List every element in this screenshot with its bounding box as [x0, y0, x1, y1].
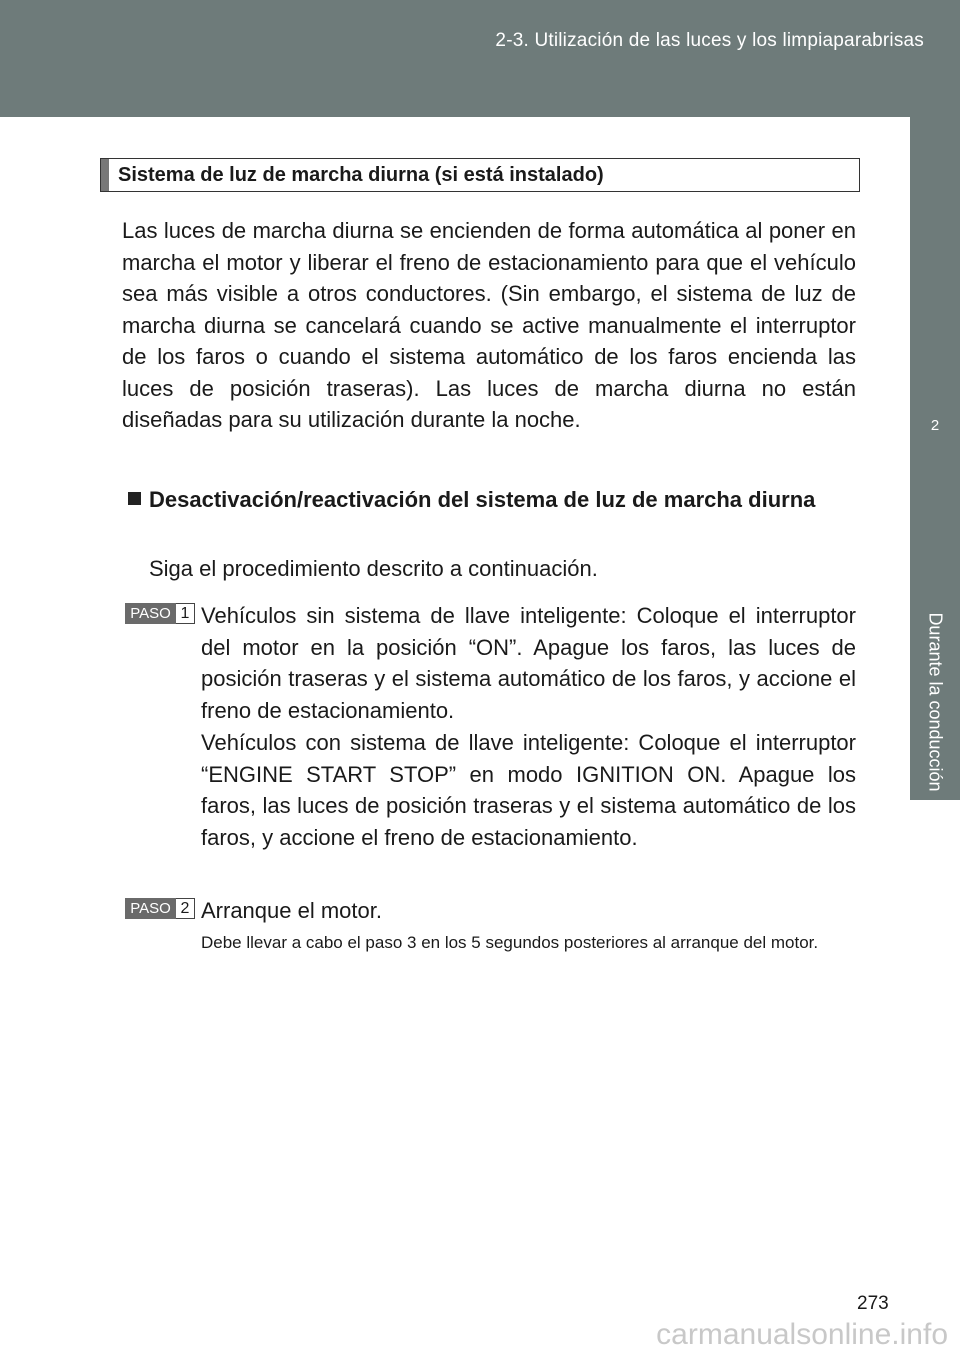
- step-1-badge: [125, 603, 195, 624]
- step-2-badge: [125, 898, 195, 919]
- chapter-side-tab: [910, 117, 960, 800]
- chapter-number: 2: [930, 417, 940, 434]
- page-number: 273: [857, 1293, 889, 1314]
- section-title-box: [100, 158, 860, 192]
- watermark: carmanualsonline.info: [656, 1318, 948, 1351]
- section-title: Sistema de luz de marcha diurna (si está instalado): [118, 164, 604, 186]
- square-bullet-icon: [128, 492, 141, 505]
- step-badge-label: PASO: [125, 603, 176, 624]
- subsection-intro: Siga el procedimiento descrito a continuación.: [149, 556, 598, 581]
- subsection-heading-text: Desactivación/reactivación del sistema de luz de marcha diurna: [149, 487, 816, 512]
- step-badge-number: 2: [176, 898, 195, 919]
- page-header: [0, 0, 960, 117]
- step-2-note: Debe llevar a cabo el paso 3 en los 5 segundos posteriores al arranque del motor.: [201, 933, 819, 952]
- step-1-text-b: Vehículos con sistema de llave inteligente: Coloque el interruptor “ENGINE START STOP” en modo IGNITION ON. Apague los faros, las luces de posición traseras y el sistema automático de los faros, y accione el freno de estacionamiento.: [201, 730, 856, 850]
- step-badge-label: PASO: [125, 898, 176, 919]
- chapter-side-label: Durante la conducción: [925, 612, 946, 792]
- subsection-heading: [128, 484, 856, 516]
- section-title-accent-bar: [101, 159, 109, 191]
- section-paragraph: Las luces de marcha diurna se encienden de forma automática al poner en marcha el motor y liberar el freno de estacionamiento para que el vehículo sea más visible a otros conductores. (Sin embargo, el sistema de luz de marcha diurna se cancelará cuando se active manualmente el interruptor de los faros o cuando el sistema automático de los faros encienda las luces de posición traseras). Las luces de marcha diurna no están diseñadas para su utilización durante la noche.: [122, 218, 856, 432]
- step-2-text: Arranque el motor.: [201, 898, 382, 923]
- step-1-text-a: Vehículos sin sistema de llave inteligente: Coloque el interruptor del motor en la posición “ON”. Apague los faros, las luces de posición traseras y el sistema automático de los faros, y accione el freno de estacionamiento.: [201, 603, 856, 723]
- step-badge-number: 1: [176, 603, 195, 624]
- chapter-title: 2-3. Utilización de las luces y los limpiaparabrisas: [495, 30, 924, 51]
